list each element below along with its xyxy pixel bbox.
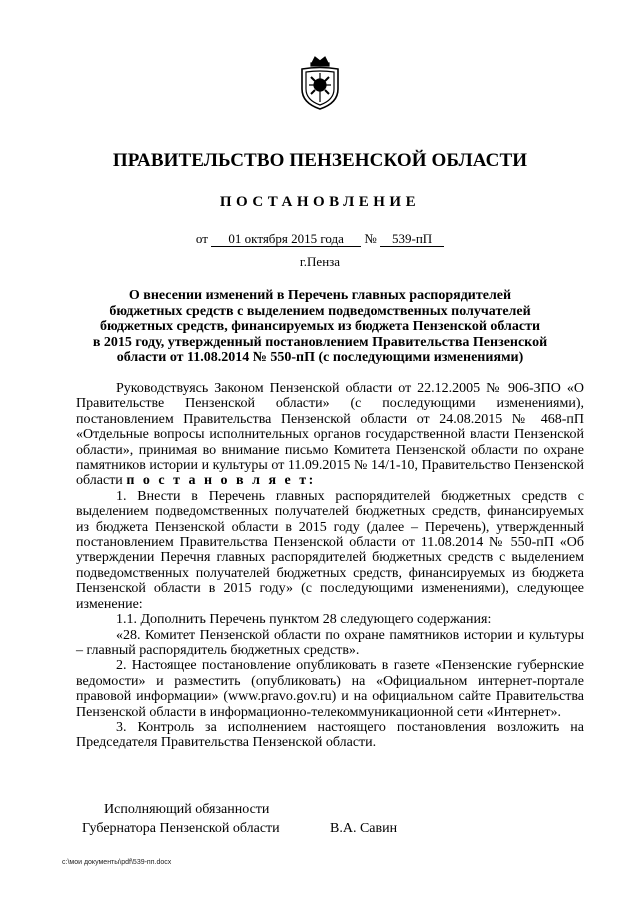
file-path-footer: c:\мои документы\pdf\539-пп.docx — [62, 859, 172, 866]
city: г.Пенза — [299, 254, 341, 269]
date-prefix: от — [195, 231, 208, 246]
number-prefix: № — [364, 231, 377, 246]
organization-title: ПРАВИТЕЛЬСТВО ПЕНЗЕНСКОЙ ОБЛАСТИ — [112, 150, 528, 171]
signatory-name: В.А. Савин — [330, 821, 398, 836]
preamble-paragraph — [76, 381, 584, 489]
signatory-position-line1: Исполняющий обязанности — [104, 802, 270, 817]
document-date: 01 октября 2015 года — [211, 232, 361, 247]
document-type: ПОСТАНОВЛЕНИЕ — [219, 194, 421, 210]
item-1: 1. Внести в Перечень главных распорядителей бюджетных средств с выделением подведомственных получателей бюджетных средств, финансируемых из бюджета Пензенской области в 2015 году (далее – Перечень), утвержденный постановлением Правительства Пензенской области от 11.08.2014 № 550-пП «Об утверждении Перечня главных распорядителей бюджетных средств с выделением подведомственных получателей бюджетных средств, финансируемых из бюджета Пензенской области в 2015 году» (с последующими изменениями), следующее изменение: — [76, 488, 584, 612]
document-body — [76, 381, 584, 751]
document-number: 539-пП — [380, 232, 444, 247]
item-1-1: 1.1. Дополнить Перечень пунктом 28 следующего содержания: — [116, 612, 492, 628]
preamble-text: Руководствуясь Законом Пензенской области от 22.12.2005 № 906-ЗПО «О Правительстве Пензенской области» (с последующими изменениями), постановлением Правительства Пензенской области от 24.08.2015 № 468-пП «Отдельные вопросы исполнительных органов государственной власти Пензенской области», принимая во внимание письмо Комитета Пензенской области по охране памятников истории и культуры от 11.09.2015 № 14/1-10, Правительство Пензенской области — [76, 381, 584, 489]
coat-of-arms-icon — [298, 55, 342, 111]
document-heading — [60, 288, 580, 366]
item-3: 3. Контроль за исполнением настоящего постановления возложить на Председателя Правительства Пензенской области. — [76, 719, 584, 751]
signatory-position-line2: Губернатора Пензенской области — [82, 821, 280, 836]
heading-line: О внесении изменений в Перечень главных распорядителей — [128, 288, 512, 303]
item-2: 2. Настоящее постановление опубликовать в газете «Пензенские губернские ведомости» и разместить (опубликовать) на «Официальном интернет-портале правовой информации» (www.pravo.gov.ru) и на официальном сайте Правительства Пензенской области в информационно-телекоммуникационной сети «Интернет». — [76, 658, 584, 720]
heading-line: области от 11.08.2014 № 550-пП (с последующими изменениями) — [116, 350, 524, 366]
date-number-line — [0, 231, 640, 247]
heading-line: бюджетных средств с выделением подведомственных получателей — [109, 303, 531, 319]
item-1-1-text: «28. Комитет Пензенской области по охране памятников истории и культуры – главный распорядитель бюджетных средств». — [76, 627, 584, 658]
resolves-word: п о с т а н о в л я е т: — [126, 473, 316, 489]
heading-line: бюджетных средств, финансируемых из бюджета Пензенской области — [99, 319, 541, 335]
heading-line: в 2015 году, утвержденный постановлением Правительства Пензенской — [92, 334, 548, 350]
